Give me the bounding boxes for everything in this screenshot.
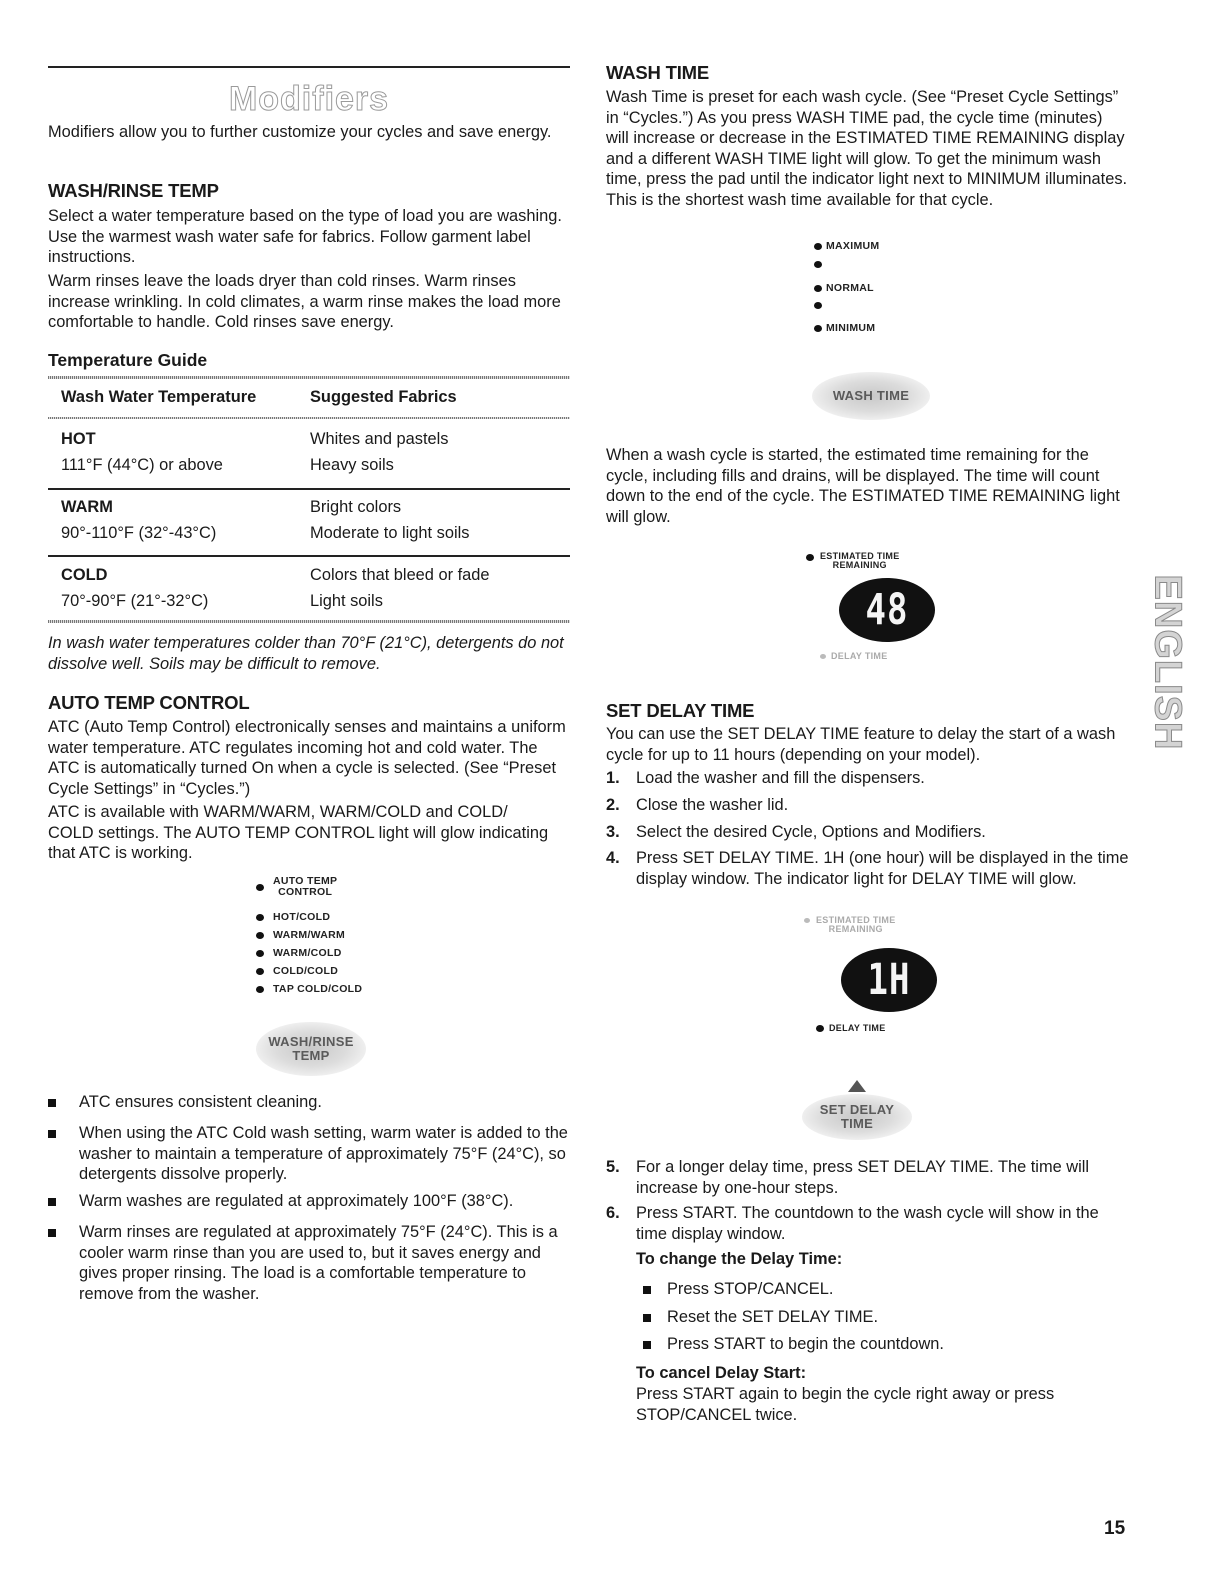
fabric-1: Colors that bleed or fade bbox=[310, 566, 490, 584]
temp-range: 90°-110°F (32°-43°C) bbox=[61, 524, 217, 542]
step-number: 3. bbox=[606, 823, 620, 841]
atc-p2: ATC is available with WARM/WARM, WARM/COLD and COLD/ COLD settings. The AUTO TEMP CONTROL light will glow indicating that ATC is working. bbox=[48, 803, 549, 862]
bullet-icon bbox=[48, 1099, 56, 1107]
indicator-row bbox=[256, 947, 342, 959]
table-header-rule bbox=[48, 417, 570, 419]
list-item-text: Warm washes are regulated at approximately 100°F (38°C). bbox=[79, 1192, 514, 1210]
display-label: ESTIMATED TIME bbox=[820, 551, 900, 561]
step-text: For a longer delay time, press SET DELAY TIME. The time will increase by one-hour steps. bbox=[636, 1158, 1090, 1197]
temperature-guide-heading: Temperature Guide bbox=[48, 350, 208, 370]
time-display-value: 48 bbox=[865, 585, 909, 635]
fabric-1: Whites and pastels bbox=[310, 430, 449, 448]
section-title: Modifiers bbox=[228, 80, 390, 118]
temp-name: WARM bbox=[61, 498, 113, 516]
list-item-text: Warm rinses are regulated at approximately 75°F (24°C). This is a cooler warm rinse than you are used to, but it saves energy and gives proper rinsing. The load is a comfortable temperature to remove from the washer. bbox=[79, 1223, 558, 1303]
step-number: 6. bbox=[606, 1204, 620, 1222]
indicator-light-icon bbox=[806, 554, 814, 561]
light-label: MINIMUM bbox=[826, 322, 876, 334]
bullet-icon bbox=[643, 1286, 651, 1294]
top-rule bbox=[48, 66, 570, 68]
display-label: DELAY TIME bbox=[831, 651, 888, 661]
set-delay-heading: SET DELAY TIME bbox=[606, 700, 755, 721]
bullet-icon bbox=[48, 1198, 56, 1206]
wash-rinse-p2: Warm rinses leave the loads dryer than cold rinses. Warm rinses increase wrinkling. In cold climates, a warm rinse makes the load more comfortable to handle. Cold rinses save energy. bbox=[48, 272, 561, 331]
temp-range: 70°-90°F (21°-32°C) bbox=[61, 592, 209, 610]
temp-range: 111°F (44°C) or above bbox=[61, 456, 223, 474]
table-row-rule bbox=[48, 488, 570, 490]
indicator-light-icon bbox=[256, 914, 264, 921]
step-text: Load the washer and fill the dispensers. bbox=[636, 769, 925, 787]
temperature-note: In wash water temperatures colder than 70°F (21°C), detergents do not dissolve well. Soils may be difficult to remove. bbox=[48, 634, 564, 673]
step-text: Press START. The countdown to the wash cycle will show in the time display window. bbox=[636, 1204, 1099, 1243]
table-header-fabrics: Suggested Fabrics bbox=[310, 388, 457, 406]
wash-rinse-p1: Select a water temperature based on the type of load you are washing. Use the warmest wash water safe for fabrics. Follow garment label instructions. bbox=[48, 207, 562, 266]
list-item-text: When using the ATC Cold wash setting, warm water is added to the washer to maintain a temperature of approximately 75°F (24°C), so detergents dissolve properly. bbox=[79, 1124, 568, 1183]
time-display bbox=[841, 948, 937, 1012]
bullet-icon bbox=[643, 1314, 651, 1322]
intro-text: Modifiers allow you to further customize your cycles and save energy. bbox=[48, 123, 552, 141]
step-number: 5. bbox=[606, 1158, 620, 1176]
indicator-light-icon bbox=[256, 986, 264, 993]
indicator-row bbox=[806, 552, 900, 570]
option-label: HOT/COLD bbox=[273, 911, 331, 923]
up-arrow-icon bbox=[848, 1080, 866, 1092]
bullet-icon bbox=[643, 1341, 651, 1349]
bullet-icon bbox=[48, 1229, 56, 1237]
table-bottom-rule bbox=[48, 620, 570, 623]
display-label: DELAY TIME bbox=[829, 1023, 886, 1033]
indicator-light-icon bbox=[814, 302, 822, 309]
control-label: CONTROL bbox=[278, 886, 333, 898]
set-delay-intro: You can use the SET DELAY TIME feature to delay the start of a wash cycle for up to 11 hours (depending on your model). bbox=[606, 725, 1116, 764]
light-label: NORMAL bbox=[826, 282, 874, 294]
time-display bbox=[839, 578, 935, 642]
list-item-text: ATC ensures consistent cleaning. bbox=[79, 1093, 322, 1111]
table-row-rule bbox=[48, 555, 570, 557]
indicator-light-icon bbox=[256, 884, 264, 891]
indicator-row bbox=[814, 322, 875, 334]
indicator-light-icon bbox=[804, 918, 810, 923]
auto-temp-label: AUTO TEMP bbox=[273, 875, 338, 887]
wash-time-heading: WASH TIME bbox=[606, 62, 710, 83]
cancel-delay-text: Press START again to begin the cycle right away or press STOP/CANCEL twice. bbox=[636, 1385, 1055, 1424]
indicator-row bbox=[820, 652, 888, 661]
pad-label: WASH/RINSE bbox=[268, 1034, 354, 1049]
wash-rinse-temp-pad[interactable] bbox=[256, 1022, 366, 1076]
fabric-1: Bright colors bbox=[310, 498, 402, 516]
fabric-2: Light soils bbox=[310, 592, 383, 610]
time-display-value: 1H bbox=[867, 955, 911, 1005]
indicator-row bbox=[814, 240, 879, 252]
indicator-light-icon bbox=[256, 950, 264, 957]
indicator-light-icon bbox=[814, 243, 822, 250]
pad-label: TIME bbox=[840, 1116, 874, 1131]
step-text: Close the washer lid. bbox=[636, 796, 789, 814]
cancel-delay-heading: To cancel Delay Start: bbox=[636, 1364, 807, 1382]
wash-time-p2: When a wash cycle is started, the estimated time remaining for the cycle, including fills and drains, will be displayed. The time will count down to the end of the cycle. The ESTIMATED TIME REMAINING light will glow. bbox=[606, 446, 1120, 526]
set-delay-time-pad[interactable] bbox=[802, 1094, 912, 1140]
display-label: ESTIMATED TIME bbox=[816, 915, 896, 925]
indicator-row bbox=[256, 983, 362, 995]
list-item-text: Press STOP/CANCEL. bbox=[667, 1280, 834, 1298]
bullet-icon bbox=[48, 1130, 56, 1138]
language-side-tab bbox=[1146, 566, 1189, 758]
side-tab-label: ENGLISH bbox=[1146, 574, 1189, 750]
fabric-2: Moderate to light soils bbox=[310, 524, 470, 542]
step-text: Press SET DELAY TIME. 1H (one hour) will be displayed in the time display window. The indicator light for DELAY TIME will glow. bbox=[636, 849, 1129, 888]
step-number: 4. bbox=[606, 849, 620, 867]
option-label: TAP COLD/COLD bbox=[273, 983, 363, 995]
display-label: REMAINING bbox=[828, 924, 883, 934]
indicator-row bbox=[256, 911, 330, 923]
indicator-row bbox=[814, 261, 826, 268]
indicator-light-icon bbox=[820, 654, 826, 659]
table-header-temperature: Wash Water Temperature bbox=[61, 388, 257, 406]
wash-rinse-heading: WASH/RINSE TEMP bbox=[48, 180, 219, 201]
indicator-row bbox=[804, 916, 896, 934]
wash-time-p1: Wash Time is preset for each wash cycle. (See “Preset Cycle Settings” in “Cycles.”) As you press WASH TIME pad, the cycle time (minutes) will increase or decrease in the ESTIMATED TIME REMAINING display and a different WASH TIME light will glow. To get the minimum wash time, press the pad until the indicator light next to MINIMUM illuminates. This is the shortest wash time available for that cycle. bbox=[606, 88, 1128, 209]
step-text: Select the desired Cycle, Options and Modifiers. bbox=[636, 823, 986, 841]
indicator-row bbox=[256, 929, 345, 941]
pad-label: SET DELAY bbox=[819, 1102, 895, 1117]
indicator-light-icon bbox=[816, 1025, 824, 1032]
step-number: 1. bbox=[606, 769, 620, 787]
page-number: 15 bbox=[1104, 1518, 1126, 1539]
change-delay-heading: To change the Delay Time: bbox=[636, 1250, 843, 1268]
display-label: REMAINING bbox=[832, 560, 887, 570]
indicator-row bbox=[256, 876, 337, 898]
indicator-light-icon bbox=[256, 932, 264, 939]
temp-name: HOT bbox=[61, 430, 96, 448]
option-label: WARM/COLD bbox=[273, 947, 342, 959]
step-number: 2. bbox=[606, 796, 620, 814]
indicator-row bbox=[816, 1024, 886, 1033]
fabric-2: Heavy soils bbox=[310, 456, 394, 474]
list-item-text: Press START to begin the countdown. bbox=[667, 1335, 944, 1353]
light-label: MAXIMUM bbox=[826, 240, 880, 252]
indicator-row bbox=[256, 965, 338, 977]
wash-time-pad[interactable]: WASH TIME bbox=[812, 372, 930, 420]
pad-label: TEMP bbox=[292, 1048, 330, 1063]
indicator-light-icon bbox=[814, 325, 822, 332]
atc-p1: ATC (Auto Temp Control) electronically senses and maintains a uniform water temperature. ATC regulates incoming hot and cold water. The ATC is automatically turned On when a cycle is selected. (See “Preset Cycle Settings” in “Cycles.”) bbox=[48, 718, 566, 798]
indicator-row bbox=[814, 302, 826, 309]
indicator-light-icon bbox=[814, 261, 822, 268]
atc-heading: AUTO TEMP CONTROL bbox=[48, 692, 250, 713]
option-label: WARM/WARM bbox=[273, 929, 346, 941]
indicator-row bbox=[814, 282, 874, 294]
table-top-rule bbox=[48, 376, 570, 379]
option-label: COLD/COLD bbox=[273, 965, 339, 977]
list-item-text: Reset the SET DELAY TIME. bbox=[667, 1308, 879, 1326]
temp-name: COLD bbox=[61, 566, 108, 584]
indicator-light-icon bbox=[814, 285, 822, 292]
indicator-light-icon bbox=[256, 968, 264, 975]
